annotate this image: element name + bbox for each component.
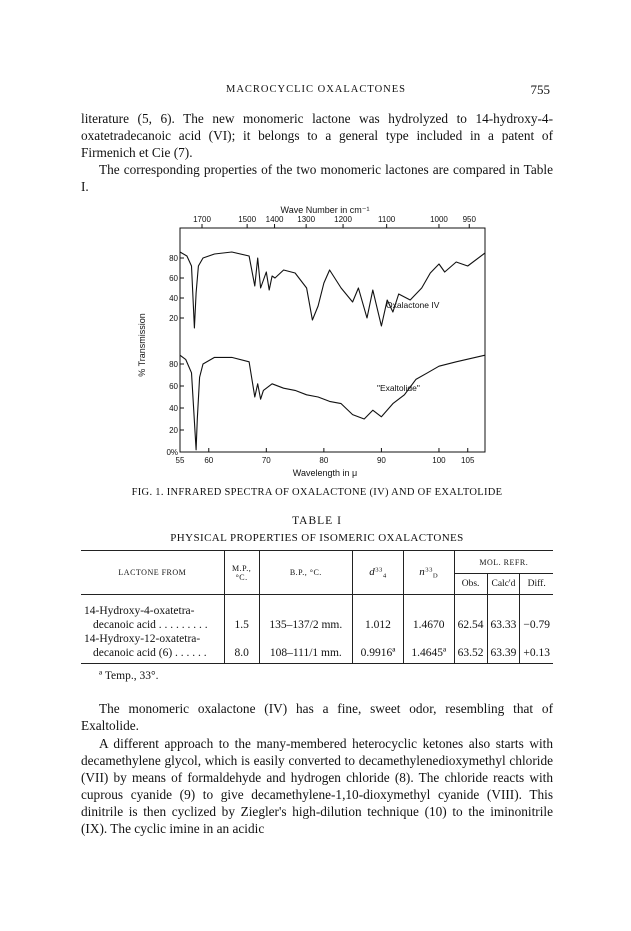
table-row — [81, 595, 553, 619]
x-tick-label: 60 — [204, 456, 214, 465]
header-molrefr: MOL. REFR. — [454, 551, 553, 574]
series-group — [180, 252, 485, 450]
refractive-symbol: n — [419, 565, 426, 578]
table-subtitle: PHYSICAL PROPERTIES OF ISOMERIC OXALACTONES — [170, 532, 464, 544]
top-tick-label: 1000 — [430, 215, 448, 224]
header-calc: Calc'd — [487, 574, 520, 595]
annotation-oxalactone: Oxalactone IV — [386, 300, 440, 310]
annotation-exaltolide: "Exaltolide" — [377, 383, 420, 393]
top-tick-label: 1200 — [334, 215, 352, 224]
y-tick-label: 20 — [169, 426, 178, 435]
row1-mp: 1.5 — [224, 618, 259, 632]
header-refractive-index — [403, 551, 454, 595]
x-tick-label: 105 — [461, 456, 475, 465]
page-number: 755 — [530, 82, 550, 97]
row1-refractive: 1.4670 — [403, 618, 454, 632]
header-density — [353, 551, 404, 595]
row2-name-line1: 14-Hydroxy-12-oxatetra- — [84, 633, 201, 645]
y-tick-label: 60 — [169, 382, 178, 391]
y-axis-group — [166, 254, 184, 457]
paragraph-1: literature (5, 6). The new monomeric lactone was hydrolyzed to 14-hydroxy-4-oxatetradecanoic acid (VI); it belongs to a general type included in a patent of Firmenich et Cie (7). — [81, 111, 553, 160]
y-tick-label: 0% — [166, 448, 178, 457]
top-tick-label: 1500 — [238, 215, 257, 224]
table-row — [81, 632, 553, 646]
row2-refractive: 1.4645ª — [403, 646, 454, 664]
row1-calc: 63.33 — [487, 618, 520, 632]
density-sup: 33 — [375, 566, 383, 574]
top-tick-group — [193, 215, 476, 228]
header-obs: Obs. — [454, 574, 487, 595]
x-tick-label: 80 — [319, 456, 329, 465]
row1-density: 1.012 — [353, 618, 404, 632]
row2-name-line2: decanoic acid (6) . . . . . . — [81, 646, 224, 664]
header-bp: B.P., °C. — [259, 551, 353, 595]
row1-name-line1: 14-Hydroxy-4-oxatetra- — [84, 605, 195, 617]
properties-table — [81, 550, 553, 664]
row2-calc: 63.39 — [487, 646, 520, 664]
figure-caption: FIG. 1. INFRARED SPECTRA OF OXALACTONE (IV) AND OF EXALTOLIDE — [131, 487, 503, 498]
x-tick-label: 55 — [175, 456, 185, 465]
x-tick-label: 70 — [261, 456, 271, 465]
row1-name-line2: decanoic acid . . . . . . . . . — [93, 619, 208, 631]
top-tick-label: 1400 — [265, 215, 284, 224]
y-axis-label: % Transmission — [137, 313, 147, 377]
y-tick-label: 80 — [169, 360, 178, 369]
y-tick-label: 40 — [169, 404, 178, 413]
row2-density: 0.9916ª — [353, 646, 404, 664]
table-row — [81, 646, 553, 664]
density-symbol: d — [369, 565, 376, 578]
top-tick-label: 1100 — [378, 215, 396, 224]
density-sub: 4 — [382, 572, 387, 580]
paragraph-4: A different approach to the many-membered heterocyclic ketones also starts with decamethylene glycol, which is easily converted to decamethylenedioxymethyl chloride (VII) by means of formaldehyde and hydrogen chloride (8). The chloride reacts with cuprous cyanide (9) to give decamethylene-1,10-dioxymethyl cyanide (VIII). This dinitrile is then cyclized by Ziegler's high-dilution technique (10) to the iminonitrile (IX). The cyclic imine in an acidic — [81, 736, 553, 836]
row2-diff: +0.13 — [520, 646, 553, 664]
paragraph-3: The monomeric oxalactone (IV) has a fine, sweet odor, resembling that of Exaltolide. — [81, 701, 553, 733]
table-footnote: ª Temp., 33°. — [99, 670, 159, 682]
header-diff: Diff. — [520, 574, 553, 595]
page-header — [80, 82, 552, 98]
y-tick-label: 60 — [169, 274, 178, 283]
y-tick-label: 20 — [169, 314, 178, 323]
row2-bp: 108–111/1 mm. — [259, 646, 353, 664]
y-tick-label: 80 — [169, 254, 178, 263]
y-tick-label: 40 — [169, 294, 178, 303]
header-mp: M.P., °C. — [224, 551, 259, 595]
top-tick-label: 950 — [462, 215, 476, 224]
series-line-1 — [180, 252, 485, 328]
bottom-tick-group — [176, 448, 475, 465]
running-head: MACROCYCLIC OXALACTONES — [225, 84, 407, 95]
top-axis-label: Wave Number in cm⁻¹ — [280, 205, 370, 215]
row1-obs: 62.54 — [454, 618, 487, 632]
ir-spectrum-figure — [130, 200, 510, 485]
top-tick-label: 1300 — [297, 215, 316, 224]
row2-obs: 63.52 — [454, 646, 487, 664]
header-lactone: LACTONE FROM — [81, 551, 224, 595]
x-tick-label: 100 — [432, 456, 446, 465]
row1-diff: −0.79 — [520, 618, 553, 632]
row1-bp: 135–137/2 mm. — [259, 618, 353, 632]
paragraph-2: The corresponding properties of the two monomeric lactones are compared in Table I. — [81, 162, 553, 194]
top-tick-label: 1700 — [193, 215, 211, 224]
refractive-sub: D — [432, 572, 439, 580]
table-title: TABLE I — [292, 515, 342, 527]
row2-mp: 8.0 — [224, 646, 259, 664]
plot-frame — [180, 228, 485, 452]
x-axis-label: Wavelength in μ — [292, 468, 358, 478]
x-tick-label: 90 — [376, 456, 386, 465]
refractive-sup: 33 — [425, 566, 433, 574]
table-row — [81, 618, 553, 632]
series-line-2 — [180, 355, 485, 450]
